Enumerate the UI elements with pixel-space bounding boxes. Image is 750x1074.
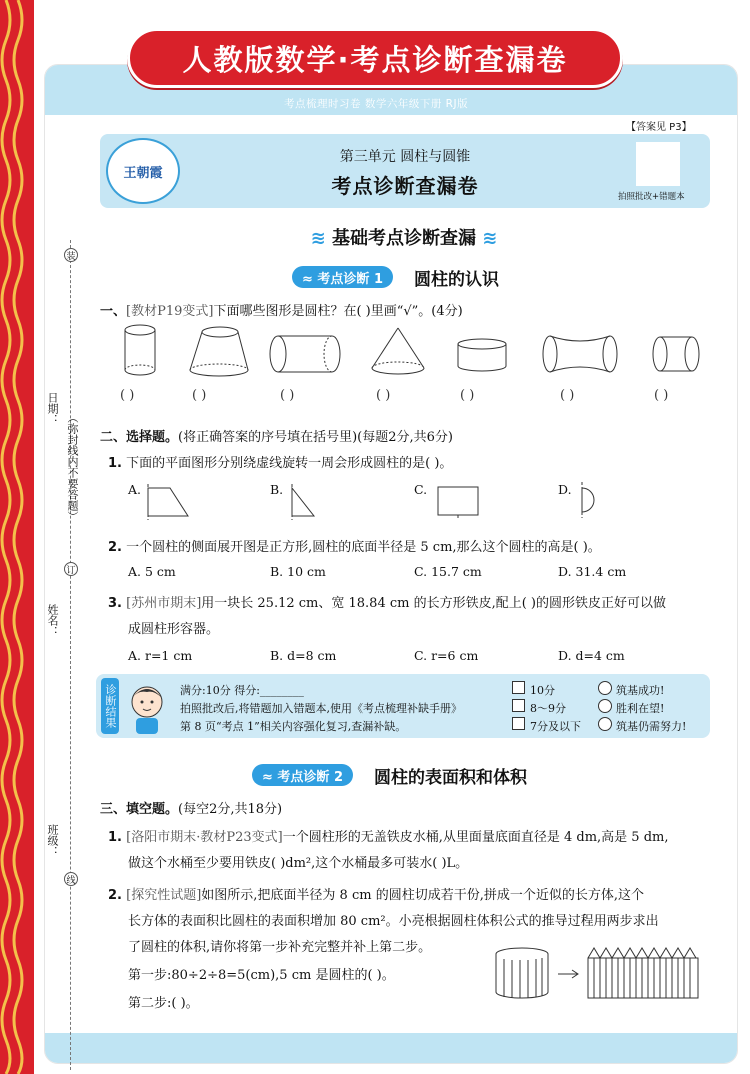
option-b-triangle-icon (290, 484, 320, 520)
diag2-badge: ≈ 考点诊断 2 (252, 764, 353, 786)
q3-1-line (108, 826, 668, 845)
left-red-stripe (0, 0, 34, 1074)
q2-3-option-c[interactable]: C. r=6 cm (414, 648, 479, 663)
q2-note: (将正确答案的序号填在括号里)(每题2分,共6分) (178, 430, 453, 445)
grin-icon (598, 699, 612, 713)
result-checkbox-2[interactable] (512, 699, 525, 712)
option-a-trapezoid-icon (146, 484, 194, 520)
wave-icon: ≋ (476, 228, 498, 249)
q2-heading (100, 426, 453, 445)
result-option-3: 7分及以下 (530, 720, 581, 733)
page-title: 考点诊断查漏卷 (331, 174, 479, 198)
q2-3-tag: [苏州市期末] (126, 596, 202, 611)
date-label: 日期： (46, 392, 59, 425)
q1-line (100, 300, 463, 319)
q2-3-option-b[interactable]: B. d=8 cm (270, 648, 337, 663)
title-banner: 人教版数学·考点诊断查漏卷 (127, 28, 623, 88)
q2-1-option-c[interactable]: C. (414, 482, 428, 497)
result-checkbox-1[interactable] (512, 681, 525, 694)
q3-2-text: 如图所示,把底面半径为 8 cm 的圆柱切成若干份,拼成一个近似的长方体,这个 (201, 888, 644, 903)
q2-3-line (108, 592, 666, 611)
q1-answer-blank[interactable]: ( ) (280, 388, 295, 403)
shape-cylinder-horizontal-2 (653, 337, 699, 371)
q3-2-step1: 第一步:80÷2÷8=5(cm),5 cm 是圆柱的( )。 (128, 968, 395, 983)
q2-3-text-cont: 成圆柱形容器。 (128, 622, 220, 637)
q2-2-line (108, 536, 601, 555)
shape-cone (372, 328, 424, 374)
diag2-title: 圆柱的表面积和体积 (374, 768, 527, 788)
q3-head: 填空题。 (126, 802, 179, 817)
option-d-semicircle-icon (578, 482, 602, 518)
binding-hole-3: 线 (64, 872, 78, 886)
q2-3-option-d[interactable]: D. d=4 cm (558, 648, 625, 663)
shape-waist-cylinder (543, 336, 617, 372)
q2-2-text: 一个圆柱的侧面展开图是正方形,圆柱的底面半径是 5 cm,那么这个圆柱的高是( )。 (126, 540, 601, 555)
result-option-2: 8～9分 (530, 702, 566, 715)
qr-caption: 拍照批改+错题本 (618, 192, 685, 202)
result-text-1: 筑基成功! (616, 684, 665, 697)
q1-answer-blank[interactable]: ( ) (560, 388, 575, 403)
q3-1-tag: [洛阳市期末·教材P23变式] (126, 830, 283, 845)
binding-hole-1: 装 (64, 248, 78, 262)
q1-shapes (110, 322, 710, 382)
cylinder-to-cuboid-figure (492, 946, 712, 1002)
q2-1-line (108, 452, 452, 471)
answer-reference: 【答案见 P3】 (626, 122, 692, 133)
q2-3-option-a[interactable]: A. r=1 cm (128, 648, 193, 663)
result-text-2: 胜利在望! (616, 702, 665, 715)
q2-number: 二、 (100, 430, 127, 445)
q2-2-option-a[interactable]: A. 5 cm (128, 564, 176, 579)
q2-2-option-d[interactable]: D. 31.4 cm (558, 564, 627, 579)
shape-cylinder-1 (125, 325, 155, 375)
q3-1-number: 1. (108, 830, 122, 845)
q1-answer-blank[interactable]: ( ) (376, 388, 391, 403)
q2-1-option-b[interactable]: B. (270, 482, 284, 497)
q3-2-tag: [探究性试题] (126, 888, 202, 903)
card-bottom-band (45, 1033, 738, 1063)
score-line: 满分:10分 得分:________ (180, 684, 304, 697)
q2-1-number: 1. (108, 456, 122, 471)
sweat-icon (598, 717, 612, 731)
shape-frustum (190, 327, 248, 376)
diagnosis-label: 诊断结果 (101, 678, 119, 734)
q2-1-text: 下面的平面图形分别绕虚线旋转一周会形成圆柱的是( )。 (126, 456, 453, 471)
q2-2-option-b[interactable]: B. 10 cm (270, 564, 326, 579)
logo-name: 王朝霞 (123, 165, 163, 181)
shape-short-cylinder (458, 339, 506, 371)
q2-3-number: 3. (108, 596, 122, 611)
q1-text: 下面哪些图形是圆柱？在( )里画“√”。(4分) (213, 304, 463, 319)
q1-answer-blank[interactable]: ( ) (120, 388, 135, 403)
q2-3-text: 用一块长 25.12 cm、宽 18.84 cm 的长方形铁皮,配上( )的圆形铁皮正好可以做 (201, 596, 666, 611)
main-section-heading (284, 224, 524, 250)
publisher-logo (106, 138, 180, 204)
seal-notice: （弥封线内不要答题） (66, 412, 79, 522)
wave-icon: ≋ (310, 228, 332, 249)
q1-answer-blank[interactable]: ( ) (460, 388, 475, 403)
result-option-1: 10分 (530, 684, 555, 697)
name-label: 姓名： (46, 604, 59, 637)
q3-2-number: 2. (108, 888, 122, 903)
q2-1-option-a[interactable]: A. (128, 482, 142, 497)
q3-1-text: 一个圆柱形的无盖铁皮水桶,从里面量底面直径是 4 dm,高是 5 dm, (282, 830, 669, 845)
q2-1-option-d[interactable]: D. (558, 482, 572, 497)
q1-tag: [教材P19变式] (126, 304, 214, 319)
q2-2-number: 2. (108, 540, 122, 555)
diag1-badge: ≈ 考点诊断 1 (292, 266, 393, 288)
result-text-3: 筑基仍需努力! (616, 720, 687, 733)
diagnosis-line-1: 拍照批改后,将错题加入错题本,使用《考点梳理补缺手册》 (180, 702, 462, 715)
q3-number: 三、 (100, 802, 127, 817)
diag1-title: 圆柱的认识 (414, 270, 499, 290)
binding-hole-2: 订 (64, 562, 78, 576)
shape-cylinder-horizontal (270, 336, 340, 372)
q1-answer-blank[interactable]: ( ) (654, 388, 669, 403)
class-label: 班级： (46, 824, 59, 857)
diagnosis-line-2: 第 8 页“考点 1”相关内容强化复习,查漏补缺。 (180, 720, 407, 733)
q3-1-text-cont: 做这个水桶至少要用铁皮( )dm²,这个水桶最多可装水( )L。 (128, 856, 469, 871)
q1-answer-blank[interactable]: ( ) (192, 388, 207, 403)
q1-number: 一、 (100, 304, 127, 319)
result-checkbox-3[interactable] (512, 717, 525, 730)
series-caption: 考点梳理时习卷 数学六年级下册 RJ版 (284, 98, 469, 110)
main-section-title: 基础考点诊断查漏 (332, 228, 476, 249)
q3-2-step2: 第二步:( )。 (128, 996, 199, 1011)
q3-note: (每空2分,共18分) (178, 802, 283, 817)
q3-2-text-cont: 长方体的表面积比圆柱的表面积增加 80 cm²。小亮根据圆柱体积公式的推导过程用两步求出 (128, 914, 659, 929)
qr-code[interactable] (636, 142, 680, 186)
wave-decoration (0, 0, 34, 1074)
student-avatar-icon (124, 680, 170, 734)
q2-head: 选择题。 (126, 430, 179, 445)
q3-heading (100, 798, 282, 817)
option-c-rectangle-icon (434, 484, 482, 520)
unit-label: 第三单元 圆柱与圆锥 (339, 149, 471, 165)
smile-icon (598, 681, 612, 695)
q3-2-line (108, 884, 644, 903)
q2-2-option-c[interactable]: C. 15.7 cm (414, 564, 482, 579)
q3-2-text-cont2: 了圆柱的体积,请你将第一步补充完整并补上第二步。 (128, 940, 432, 955)
seal-line (70, 240, 71, 1070)
